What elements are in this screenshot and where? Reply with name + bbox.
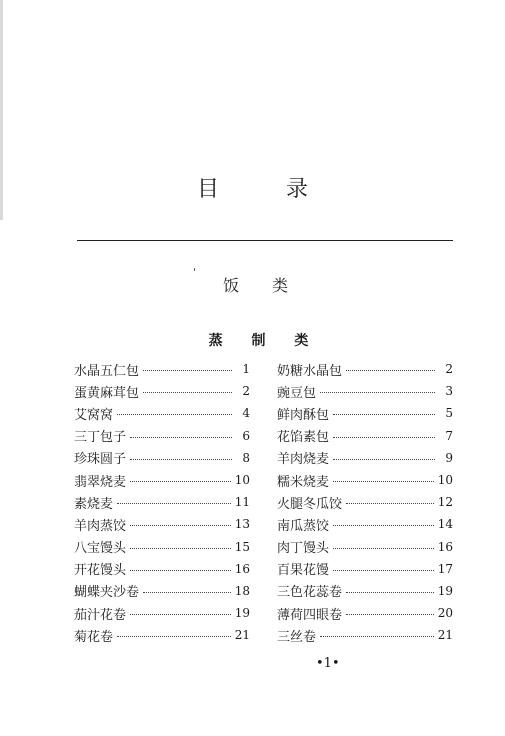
dot-leader	[333, 437, 435, 438]
toc-entry	[277, 402, 453, 424]
toc-entry-page: 7	[445, 428, 453, 443]
toc-entry	[277, 425, 453, 447]
toc-column-right	[277, 358, 453, 646]
dot-leader	[130, 525, 231, 526]
toc-entry	[74, 469, 250, 491]
dot-leader	[333, 414, 435, 415]
dot-leader	[143, 392, 232, 393]
dot-leader	[130, 481, 231, 482]
toc-entry	[277, 380, 453, 402]
toc-entry-page: 12	[437, 495, 453, 510]
dot-leader	[333, 459, 435, 460]
dot-leader	[130, 570, 231, 571]
toc-entry	[74, 536, 250, 558]
toc-entry-page: 17	[437, 561, 453, 576]
toc-entry	[277, 536, 453, 558]
toc-entry-page: 5	[445, 406, 453, 421]
toc-entry-title: 羊肉烧麦	[277, 452, 330, 468]
toc-entry-title: 水晶五仁包	[74, 363, 140, 379]
dot-leader	[333, 525, 434, 526]
toc-entry-title: 豌豆包	[277, 385, 317, 401]
toc-entry-page: 21	[437, 628, 453, 643]
page-number: •1•	[316, 656, 340, 671]
dot-leader	[130, 614, 231, 615]
dot-leader	[130, 437, 232, 438]
toc-entry-page: 21	[234, 628, 250, 643]
toc-entry-title: 羊肉蒸饺	[74, 518, 127, 534]
toc-entry-page: 1	[242, 362, 250, 377]
page-title: 目 录	[197, 177, 338, 202]
toc-entry-title: 菊花卷	[74, 629, 114, 645]
toc-entry-page: 2	[445, 362, 453, 377]
toc-entry-title: 三色花蕊卷	[277, 585, 343, 601]
subcategory-heading: 蒸 制 类	[208, 333, 321, 349]
dot-leader	[130, 459, 232, 460]
toc-entry-title: 艾窝窝	[74, 407, 114, 423]
toc-entry-title: 百果花馒	[277, 563, 330, 579]
dot-leader	[143, 370, 232, 371]
dot-leader	[117, 414, 232, 415]
toc-entry-page: 2	[242, 384, 250, 399]
toc-entry-page: 13	[234, 517, 250, 532]
dot-leader	[333, 548, 434, 549]
toc-entry	[74, 513, 250, 535]
toc-entry	[74, 358, 250, 380]
dot-leader	[346, 503, 434, 504]
toc-column-left	[74, 358, 250, 646]
toc-entry	[277, 491, 453, 513]
toc-entry-page: 19	[437, 583, 453, 598]
dot-leader	[333, 481, 434, 482]
toc-entry-title: 蛋黄麻茸包	[74, 385, 140, 401]
toc-entry	[277, 513, 453, 535]
toc-entry	[74, 447, 250, 469]
toc-entry-page: 4	[242, 406, 250, 421]
toc-entry-title: 素烧麦	[74, 496, 114, 512]
toc-entry-title: 茄汁花卷	[74, 607, 127, 623]
dot-leader	[346, 370, 435, 371]
toc-entry	[74, 580, 250, 602]
toc-entry-page: 20	[437, 606, 453, 621]
toc-entry-title: 三丝卷	[277, 629, 317, 645]
dot-leader	[333, 570, 434, 571]
toc-entry	[277, 469, 453, 491]
toc-entry-title: 珍珠圆子	[74, 452, 127, 468]
toc-entry-title: 八宝馒头	[74, 541, 127, 557]
dot-leader	[346, 592, 434, 593]
toc-entry-title: 奶糖水晶包	[277, 363, 343, 379]
toc-entry-title: 南瓜蒸饺	[277, 518, 330, 534]
toc-entry-title: 翡翠烧麦	[74, 474, 127, 490]
toc-entry	[277, 558, 453, 580]
toc-entry	[277, 358, 453, 380]
toc-entry	[74, 380, 250, 402]
toc-entry	[74, 402, 250, 424]
title-divider	[77, 240, 453, 241]
scan-speck	[194, 268, 195, 271]
toc-entry-page: 10	[234, 473, 250, 488]
toc-entry-title: 肉丁馒头	[277, 541, 330, 557]
toc-entry-page: 10	[437, 473, 453, 488]
toc-entry	[277, 447, 453, 469]
toc-entry-page: 9	[445, 450, 453, 465]
dot-leader	[117, 636, 231, 637]
toc-entry-title: 糯米烧麦	[277, 474, 330, 490]
toc-entry	[277, 624, 453, 646]
toc-entry-page: 11	[234, 495, 250, 510]
toc-entry	[277, 602, 453, 624]
dot-leader	[346, 614, 434, 615]
toc-entry-page: 16	[234, 561, 250, 576]
toc-entry-title: 火腿冬瓜饺	[277, 496, 343, 512]
toc-entry-title: 开花馒头	[74, 563, 127, 579]
toc-entry	[74, 425, 250, 447]
toc-entry-page: 18	[234, 583, 250, 598]
toc-entry-title: 薄荷四眼卷	[277, 607, 343, 623]
dot-leader	[130, 548, 231, 549]
toc-entry-page: 15	[234, 539, 250, 554]
toc-entry	[74, 624, 250, 646]
dot-leader	[320, 636, 434, 637]
toc-entry-title: 三丁包子	[74, 430, 127, 446]
dot-leader	[320, 392, 435, 393]
category-heading: 饭 类	[222, 276, 303, 295]
toc-entry-page: 3	[445, 384, 453, 399]
dot-leader	[117, 503, 231, 504]
toc-entry	[74, 558, 250, 580]
toc-entry	[74, 602, 250, 624]
toc-entry-title: 鲜肉酥包	[277, 407, 330, 423]
toc-entry	[74, 491, 250, 513]
toc-entry-title: 蝴蝶夹沙卷	[74, 585, 140, 601]
toc-entry-page: 14	[437, 517, 453, 532]
toc-entry-title: 花馅素包	[277, 430, 330, 446]
toc-entry-page: 19	[234, 606, 250, 621]
toc-entry	[277, 580, 453, 602]
toc-entry-page: 16	[437, 539, 453, 554]
toc-entry-page: 6	[242, 428, 250, 443]
toc-entry-page: 8	[242, 450, 250, 465]
dot-leader	[143, 592, 231, 593]
